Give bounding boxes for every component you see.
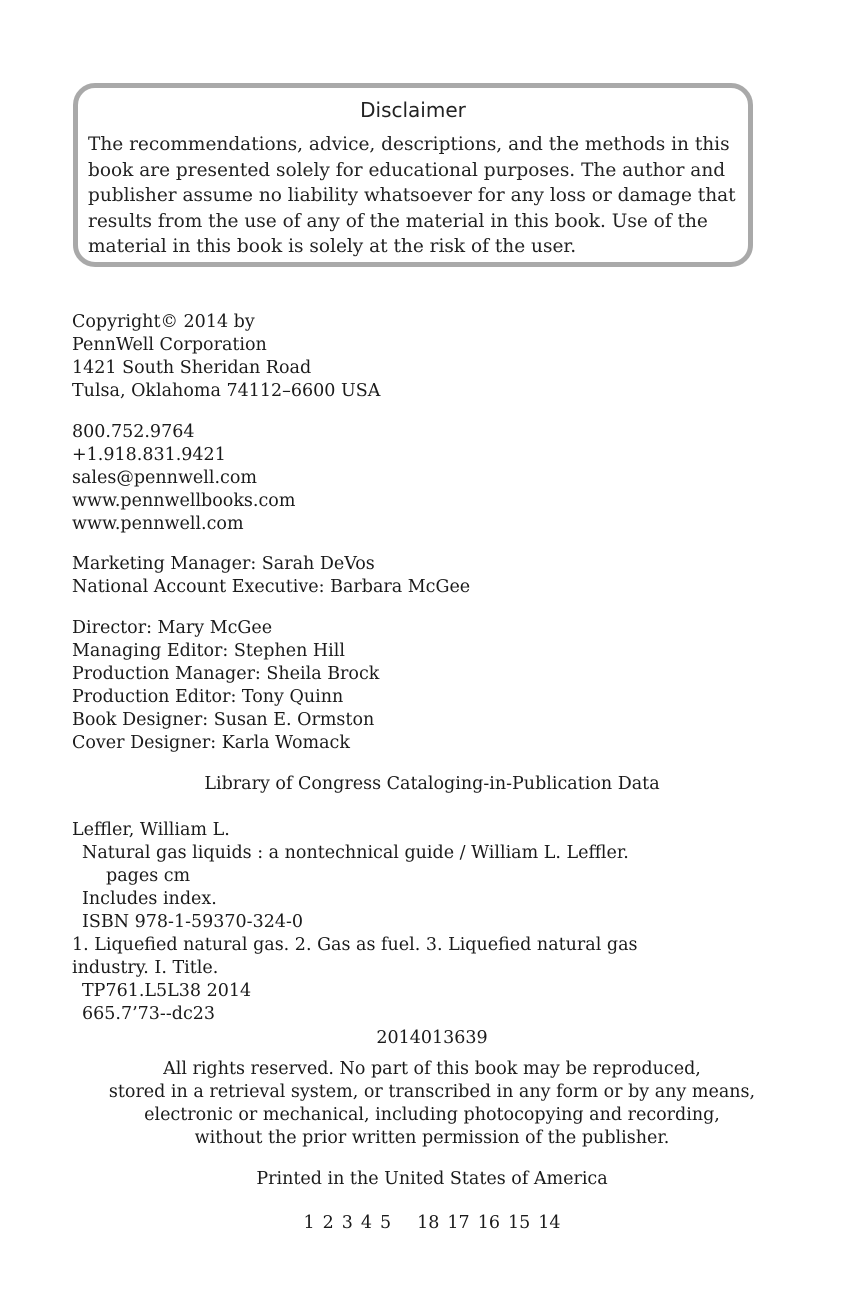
copyright-line: Copyright© 2014 by — [72, 312, 255, 332]
cover-designer: Cover Designer: Karla Womack — [72, 733, 350, 753]
rights-line: without the prior written permission of the publisher. — [194, 1128, 670, 1148]
marketing-manager: Marketing Manager: Sarah DeVos — [72, 554, 375, 574]
cip-record — [72, 819, 638, 1026]
website-books: www.pennwellbooks.com — [72, 491, 296, 511]
printing-year: 18 — [417, 1213, 440, 1233]
contact-info — [72, 421, 295, 536]
cip-pages: pages cm — [106, 866, 191, 886]
cip-subjects: 1. Liquefied natural gas. 2. Gas as fuel. 3. Liquefied natural gas — [72, 935, 638, 955]
marketing-credits — [72, 553, 470, 599]
production-manager: Production Manager: Sheila Brock — [72, 664, 380, 684]
phone-intl: +1.918.831.9421 — [72, 445, 226, 465]
printing-number: 2 — [322, 1213, 334, 1233]
printing-number-line — [0, 1212, 864, 1235]
disclaimer-text: The recommendations, advice, descriptions, and the methods in this book are presented solely for educational purposes. The author and publisher assume no liability whatsoever for any loss or damage that results from the use of any of the material in this book. Use of the material in this book is solely at the risk of the user. — [88, 134, 736, 257]
rights-line: stored in a retrieval system, or transcribed in any form or by any means, — [108, 1082, 756, 1102]
email: sales@pennwell.com — [72, 468, 257, 488]
disclaimer-box — [73, 83, 753, 267]
cip-subjects-cont: industry. I. Title. — [72, 958, 219, 978]
printing-year: 15 — [507, 1213, 531, 1233]
cip-isbn: ISBN 978-1-59370-324-0 — [82, 912, 304, 932]
book-designer: Book Designer: Susan E. Ormston — [72, 710, 375, 730]
production-editor: Production Editor: Tony Quinn — [72, 687, 344, 707]
printing-number: 1 — [303, 1213, 315, 1233]
cip-heading: Library of Congress Cataloging-in-Publication Data — [204, 774, 660, 794]
printing-number: 4 — [360, 1213, 372, 1233]
printed-in: Printed in the United States of America — [256, 1169, 608, 1189]
website-main: www.pennwell.com — [72, 514, 244, 534]
printing-year: 14 — [538, 1213, 561, 1233]
managing-editor: Managing Editor: Stephen Hill — [72, 641, 345, 661]
director: Director: Mary McGee — [72, 618, 273, 638]
printing-number: 3 — [341, 1213, 353, 1233]
phone-tollfree: 800.752.9764 — [72, 422, 195, 442]
publisher-name: PennWell Corporation — [72, 335, 267, 355]
cip-lc-class: TP761.L5L38 2014 — [82, 981, 252, 1001]
printing-year: 17 — [447, 1213, 470, 1233]
disclaimer-title: Disclaimer — [360, 98, 466, 122]
city-address: Tulsa, Oklahoma 74112–6600 USA — [72, 381, 381, 401]
printing-year: 16 — [477, 1213, 500, 1233]
cip-lccn: 2014013639 — [376, 1028, 488, 1048]
publisher-address — [72, 311, 380, 403]
printing-number: 5 — [380, 1213, 392, 1233]
rights-statement — [0, 1058, 864, 1150]
cip-index: Includes index. — [82, 889, 217, 909]
staff-credits — [72, 617, 379, 755]
account-executive: National Account Executive: Barbara McGee — [72, 577, 471, 597]
rights-line: All rights reserved. No part of this book may be reproduced, — [163, 1059, 701, 1079]
street-address: 1421 South Sheridan Road — [72, 358, 312, 378]
cip-author: Leffler, William L. — [72, 820, 230, 840]
cip-dewey: 665.7’73--dc23 — [82, 1004, 216, 1024]
rights-line: electronic or mechanical, including photocopying and recording, — [144, 1105, 720, 1125]
cip-title: Natural gas liquids : a nontechnical guide / William L. Leffler. — [82, 843, 629, 863]
